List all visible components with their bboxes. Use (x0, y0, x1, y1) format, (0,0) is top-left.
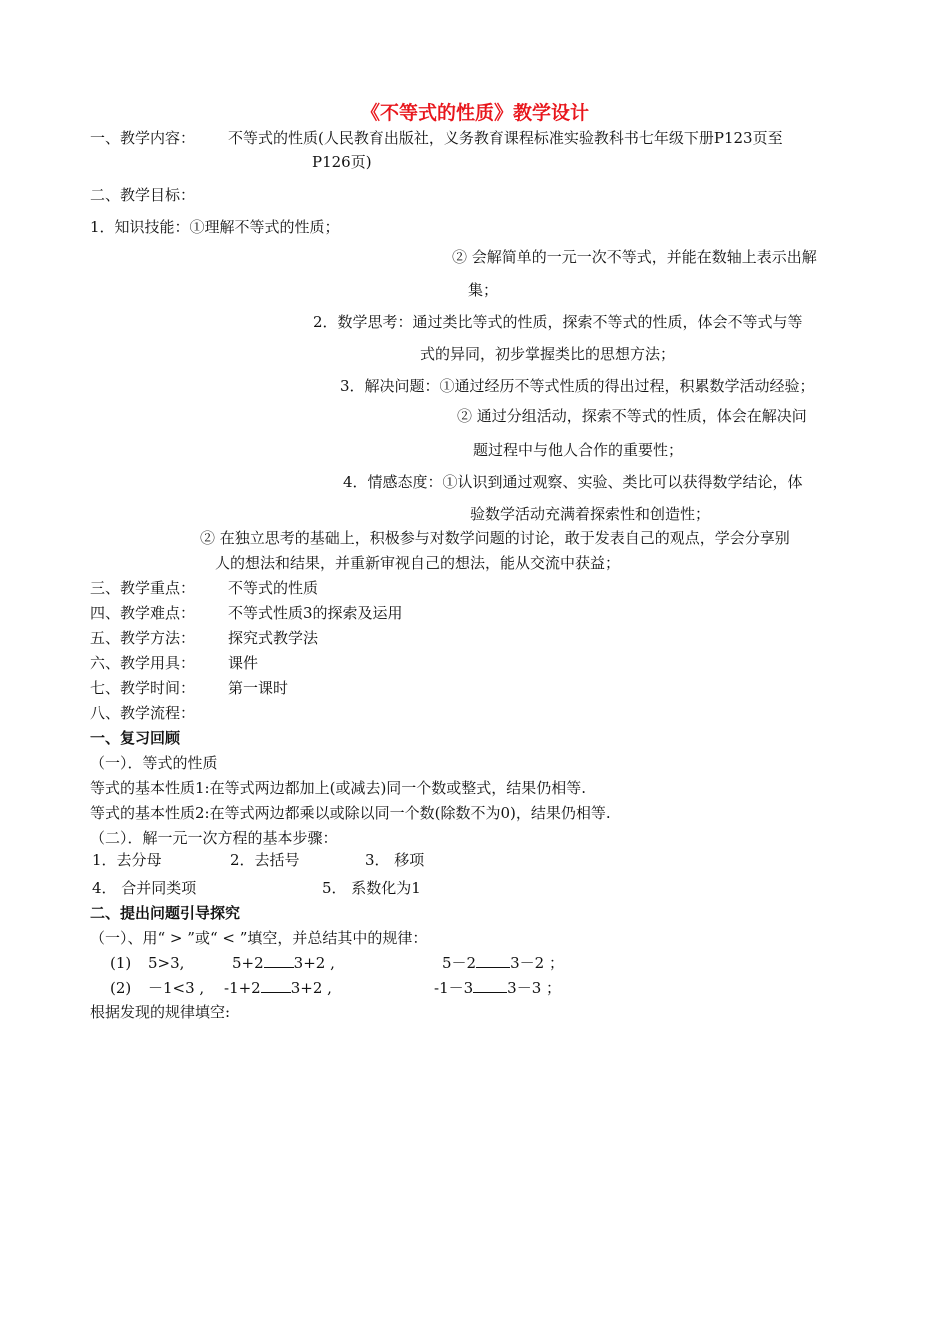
goals-label: 二、教学目标： (90, 186, 196, 204)
item-label-difficulty: 四、教学难点： (90, 604, 196, 622)
row-1-subtract-left: 5－2 (442, 954, 477, 972)
item-label-tools: 六、教学用具： (90, 654, 196, 672)
goal-1b-line-1: ② 会解简单的一元一次不等式，并能在数轴上表示出解 (452, 248, 817, 266)
review-sub-1: （一）．等式的性质 (90, 754, 218, 772)
row-1-add-left: 5+2 (232, 954, 264, 972)
goal-4-line-1: 4．情感态度：①认识到通过观察、实验、类比可以获得数学结论，体 (343, 473, 803, 491)
explore-intro: （一）、用“ > ”或“ < ”填空，并总结其中的规律： (90, 929, 428, 947)
row-1-add-right: 3+2 , (293, 954, 335, 972)
goal-4-line-3: ② 在独立思考的基础上，积极参与对数学问题的讨论，敢于发表自己的观点，学会分享别 (200, 529, 790, 547)
goal-3-line-2: ② 通过分组活动，探索不等式的性质，体会在解决问 (457, 407, 807, 425)
goal-4-line-2: 验数学活动充满着探索性和创造性； (470, 505, 711, 523)
row-2-add-left: -1+2 (224, 979, 261, 997)
row-2-add-blank[interactable] (261, 978, 291, 993)
review-sub-2: （二）．解一元一次方程的基本步骤： (90, 829, 338, 847)
row-2-subtract-right: 3－3 ； (507, 979, 562, 997)
row-1-add-expression (232, 953, 335, 973)
row-2-add-right: 3+2 , (290, 979, 332, 997)
item-value-tools: 课件 (228, 654, 259, 672)
row-1-given: 5>3, (148, 954, 185, 972)
row-1-subtract-blank[interactable] (476, 953, 510, 968)
goal-2-line-2: 式的异同，初步掌握类比的思想方法； (420, 345, 676, 363)
flow-label: 八、教学流程： (90, 704, 196, 722)
item-label-focus: 三、教学重点： (90, 579, 196, 597)
row-1-subtract-expression (442, 953, 564, 973)
item-value-difficulty: 不等式性质3的探索及运用 (228, 604, 403, 622)
goal-2-line-1: 2．数学思考：通过类比等式的性质，探索不等式的性质，体会不等式与等 (313, 313, 803, 331)
page-title: 《不等式的性质》教学设计 (360, 102, 589, 124)
content-line-1: 不等式的性质(人民教育出版社，义务教育课程标准实验教科书七年级下册P123页至 (228, 129, 783, 147)
row-1-add-blank[interactable] (264, 953, 294, 968)
item-label-time: 七、教学时间： (90, 679, 196, 697)
item-value-method: 探究式教学法 (228, 629, 319, 647)
goal-4-line-4: 人的想法和结果，并重新审视自己的想法，能从交流中获益； (215, 554, 621, 572)
review-heading: 一、复习回顾 (90, 729, 181, 747)
row-1-number: (1) (110, 954, 132, 972)
goal-1b-line-2: 集； (468, 281, 499, 299)
row-2-subtract-blank[interactable] (473, 978, 507, 993)
closing-prompt: 根据发现的规律填空: (90, 1003, 231, 1021)
goal-1a: 1．知识技能：①理解不等式的性质； (90, 218, 340, 236)
step-1: 1．去分母 (92, 851, 162, 869)
step-2: 2．去括号 (230, 851, 300, 869)
explore-heading: 二、提出问题引导探究 (90, 904, 241, 922)
item-value-time: 第一课时 (228, 679, 289, 697)
row-1-subtract-right: 3－2 ； (510, 954, 564, 972)
item-value-focus: 不等式的性质 (228, 579, 319, 597)
row-2-add-expression (224, 978, 332, 998)
step-4: 4． 合并同类项 (92, 879, 197, 897)
equality-property-1: 等式的基本性质1:在等式两边都加上(或减去)同一个数或整式，结果仍相等. (90, 779, 587, 797)
step-3: 3． 移项 (365, 851, 425, 869)
content-label: 一、教学内容： (90, 129, 196, 147)
step-5: 5． 系数化为1 (322, 879, 421, 897)
item-label-method: 五、教学方法： (90, 629, 196, 647)
content-line-2: P126页) (312, 153, 372, 171)
row-2-subtract-left: -1－3 (434, 979, 474, 997)
row-2-subtract-expression (434, 978, 561, 998)
row-2-given: －1<3 , (148, 979, 205, 997)
goal-3-line-3: 题过程中与他人合作的重要性； (473, 441, 684, 459)
equality-property-2: 等式的基本性质2:在等式两边都乘以或除以同一个数(除数不为0)，结果仍相等. (90, 804, 611, 822)
row-2-number: (2) (110, 979, 132, 997)
goal-3-line-1: 3．解决问题：①通过经历不等式性质的得出过程，积累数学活动经验； (340, 377, 815, 395)
